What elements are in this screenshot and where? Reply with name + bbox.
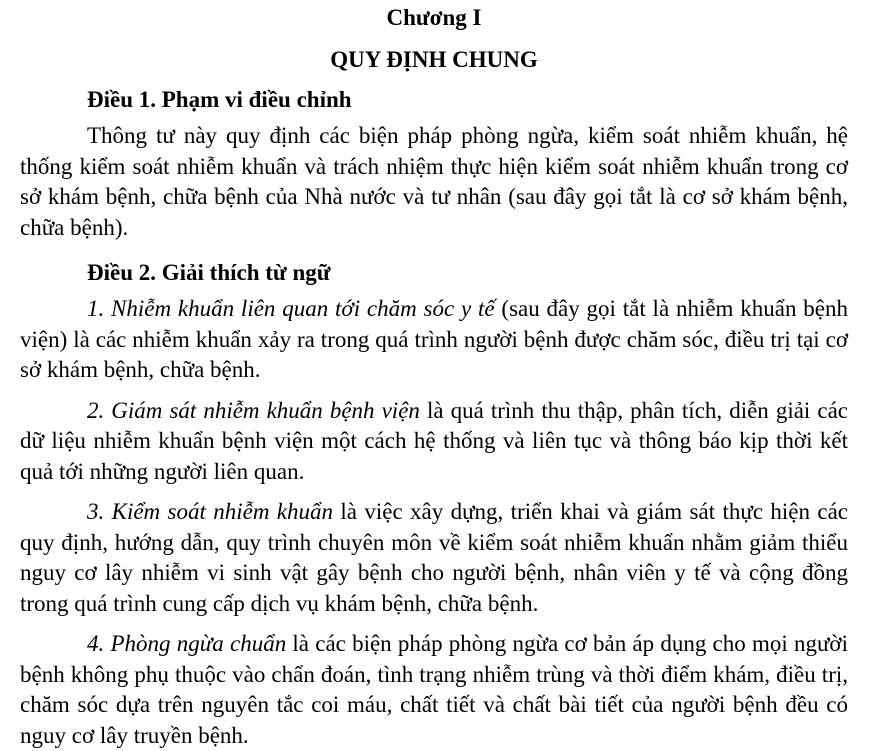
article-1-paragraph: Thông tư này quy định các biện pháp phòng ngừa, kiểm soát nhiễm khuẩn, hệ thống kiểm soát nhiễm khuẩn và trách nhiệm thực hiện kiểm soát nhiễm khuẩn trong cơ sở khám bệnh, chữa bệnh của Nhà nước và tư nhân (sau đây gọi tắt là cơ sở khám bệnh, chữa bệnh). <box>20 123 848 240</box>
item-3-text: là việc xây dựng, triển khai và giám sát thực hiện các quy định, hướng dẫn, quy trình chuyên môn về kiểm soát nhiễm khuẩn nhằm giảm thiểu nguy cơ lây nhiễm vi sinh vật gây bệnh cho người bệnh, nhân viên y tế và cộng đồng trong quá trình cung cấp dịch vụ khám bệnh, chữa bệnh. <box>20 499 848 616</box>
item-1-term: 1. Nhiễm khuẩn liên quan tới chăm sóc y tế <box>87 296 495 321</box>
chapter-subtitle: QUY ĐỊNH CHUNG <box>330 47 538 72</box>
article-2-item-1 <box>20 294 848 386</box>
chapter-title: Chương I <box>386 5 482 30</box>
article-1-heading: Điều 1. Phạm vi điều chỉnh <box>87 87 352 112</box>
article-2-item-3 <box>20 497 848 619</box>
item-4-term: 4. Phòng ngừa chuẩn <box>87 631 287 656</box>
item-2-text: là quá trình thu thập, phân tích, diễn giải các dữ liệu nhiễm khuẩn bệnh viện một cách hệ thống và liên tục và thông báo kịp thời kết quả tới những người liên quan. <box>20 397 848 484</box>
article-2-item-4 <box>20 629 848 751</box>
article-2-item-2 <box>20 396 848 488</box>
item-3-term: 3. Kiểm soát nhiễm khuẩn <box>87 499 334 524</box>
article-2-heading: Điều 2. Giải thích từ ngữ <box>87 260 331 285</box>
item-4-text: là các biện pháp phòng ngừa cơ bản áp dụng cho mọi người bệnh không phụ thuộc vào chẩn đoán, tình trạng nhiễm trùng và thời điểm khám, điều trị, chăm sóc dựa trên nguyên tắc coi máu, chất tiết và chất bài tiết của người bệnh đều có nguy cơ lây truyền bệnh. <box>20 631 848 748</box>
item-1-text: (sau đây gọi tắt là nhiễm khuẩn bệnh viện) là các nhiễm khuẩn xảy ra trong quá trình người bệnh được chăm sóc, điều trị tại cơ sở khám bệnh, chữa bệnh. <box>20 296 848 382</box>
item-2-term: 2. Giám sát nhiễm khuẩn bệnh viện <box>87 397 420 423</box>
